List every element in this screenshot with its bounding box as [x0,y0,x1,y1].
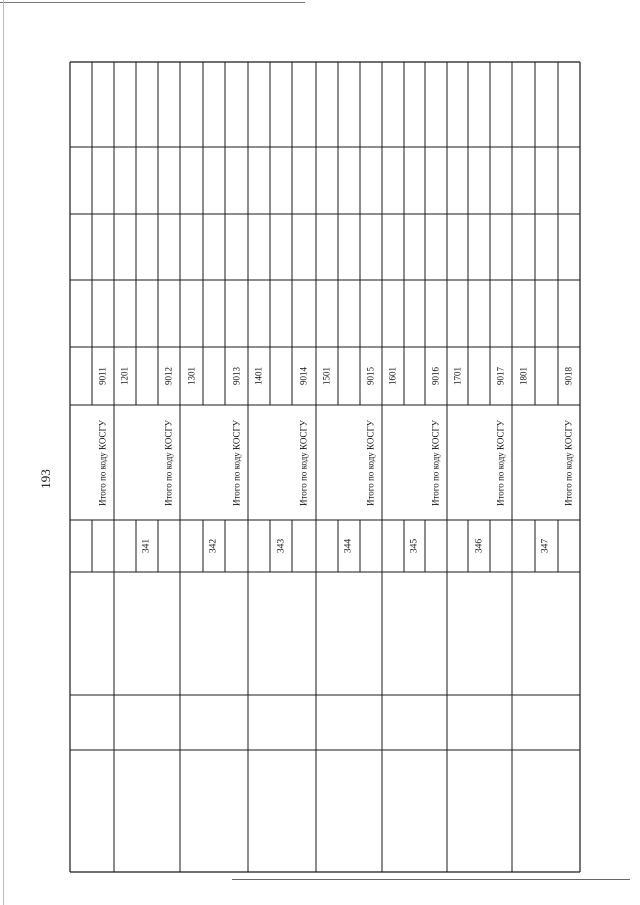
row-code: 9014 [298,367,309,385]
section-label: 346 [473,538,484,554]
row-label: Итого по коду КОСГУ [97,419,108,507]
row-code: 1501 [321,367,332,385]
row-code: 1701 [452,367,462,385]
row-label: Итого по коду КОСГУ [430,419,441,507]
section-label: 344 [343,538,354,554]
row-code: 1801 [518,367,528,385]
row-code: 9011 [97,367,108,385]
page-number: 193 [38,469,53,489]
row-code: 9012 [163,367,174,385]
section-label: 341 [141,538,152,554]
row-label: Итого по коду КОСГУ [231,419,241,507]
row-label: Итого по коду КОСГУ [365,419,376,507]
row-code: 1301 [186,367,196,385]
section-label: 342 [208,538,219,554]
row-code: 1401 [253,367,264,385]
row-code: 9013 [231,367,241,385]
section-label: 345 [408,538,419,554]
section-label: 347 [540,538,551,554]
row-label: Итого по коду КОСГУ [298,419,309,507]
row-code: 9016 [430,367,441,385]
row-label: Итого по коду КОСГУ [163,419,174,507]
final-row-code: 9018 [563,367,574,385]
row-code: 9015 [365,367,376,385]
row-code: 9017 [495,367,506,385]
row-code: 1601 [387,367,398,385]
row-code: 1201 [119,367,130,385]
row-label: Итого по коду КОСГУ [495,419,506,507]
final-row-label: Итого по коду КОСГУ [563,419,574,507]
section-label: 343 [276,538,287,554]
